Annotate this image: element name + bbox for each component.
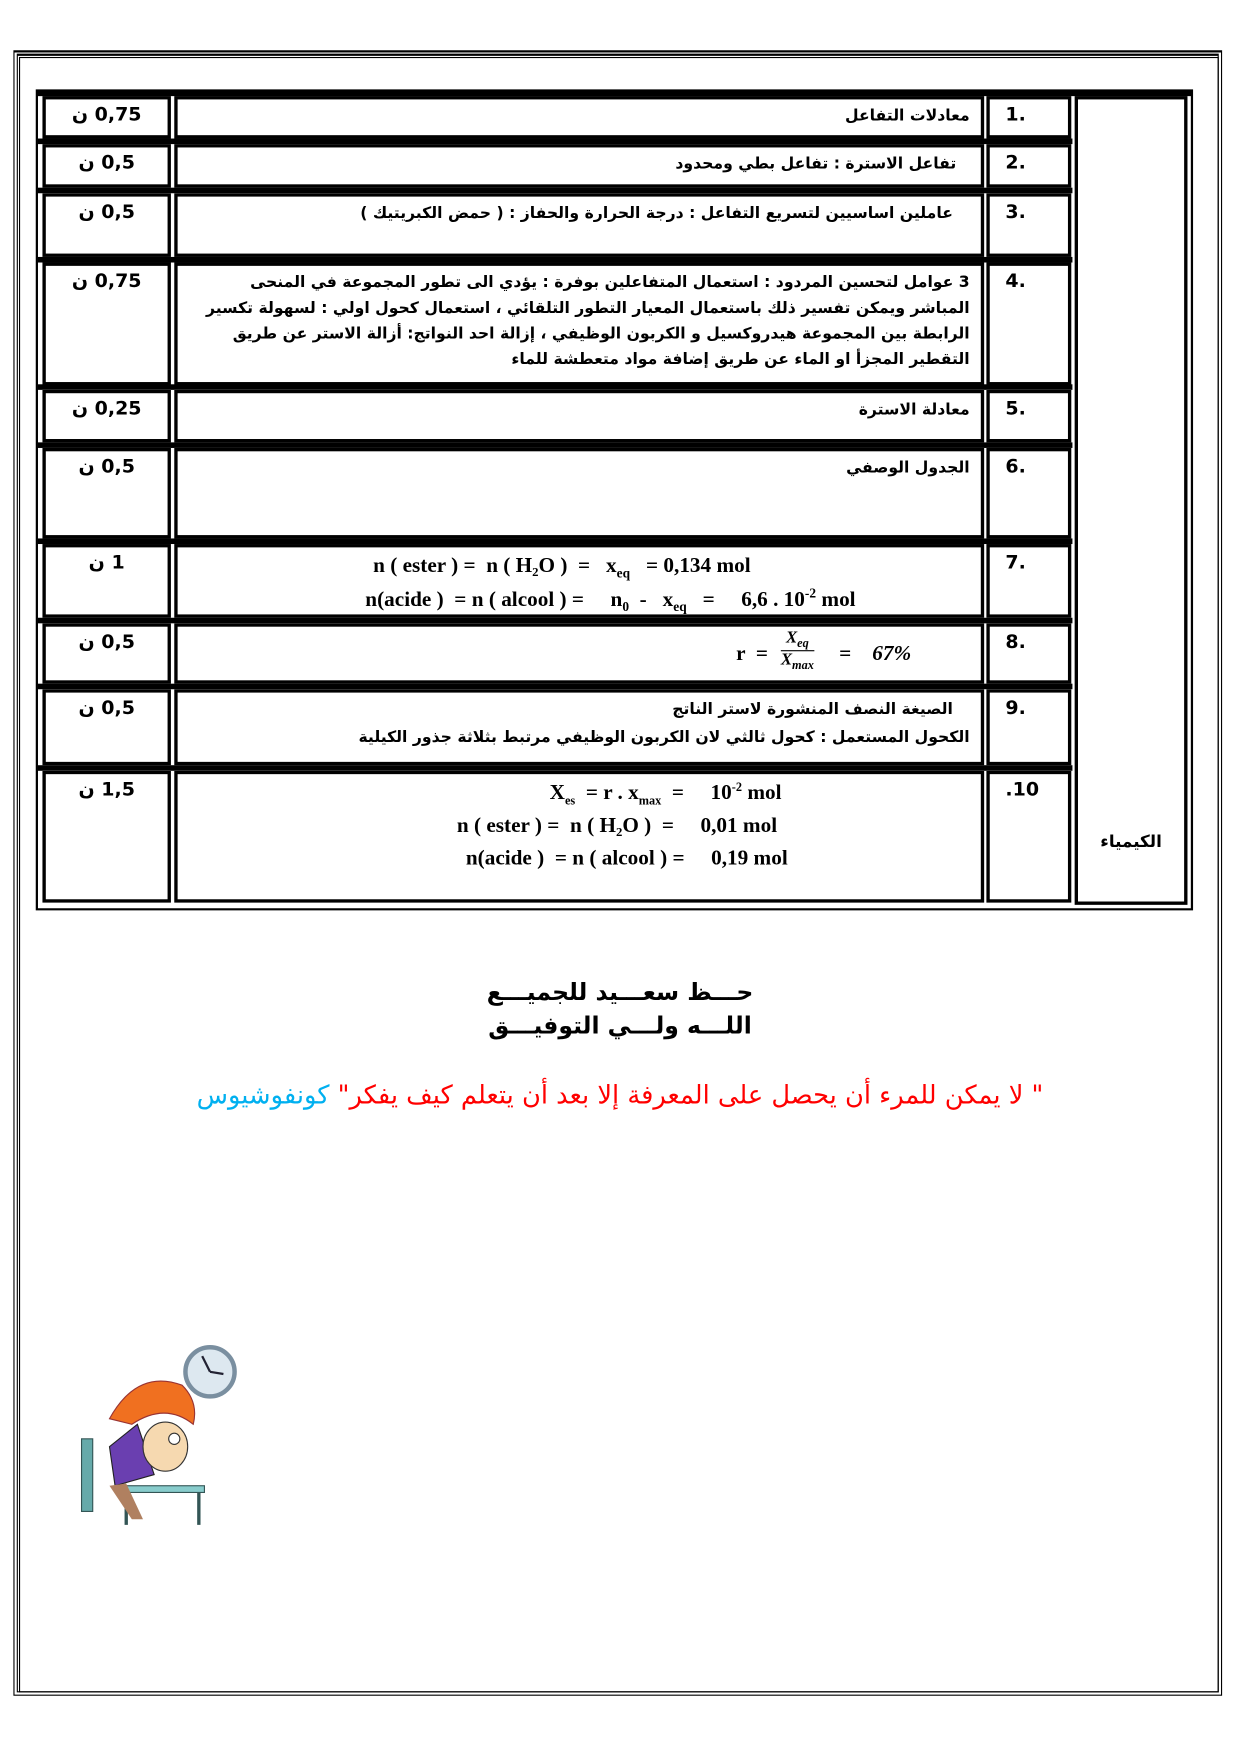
numerator [781,629,814,651]
score-cell [42,544,170,618]
question-number: 8. [1005,631,1026,654]
math-text: = r . x [575,781,639,805]
question-number: 6. [1005,455,1026,479]
question-number-cell [986,448,1071,538]
answer-cell [174,771,984,903]
question-number-cell [986,390,1071,443]
question-number: 9. [1005,697,1026,720]
fraction [781,629,814,673]
answer-line [550,781,782,808]
question-number: 3. [1005,201,1026,224]
score-cell [42,263,170,386]
answer-line [373,554,751,582]
answer-cell [174,448,984,538]
quote-author: كونفوشيوس [196,1081,330,1111]
score-value: 0,5 ن [78,151,135,175]
math-sup: -2 [804,585,817,601]
score-value: 0,5 ن [78,455,135,479]
answer-cell [174,193,984,257]
math-sub: max [792,659,814,673]
score-cell [42,689,170,765]
math-sup: -2 [731,780,743,795]
answer-cell [174,689,984,765]
quote [0,1081,1240,1110]
answer-text: معادلة الاسترة [858,401,970,419]
score-cell [42,623,170,683]
score-value: 0,5 ن [78,201,135,224]
answer-text: الصيغة النصف المنشورة لاستر الناتج [672,700,953,719]
score-cell [42,96,170,138]
answer-text: عاملين اساسيين لتسريع التفاعل : درجة الحرارة والحفاز : ( حمض الكبريتيك ) [360,204,953,223]
math-text: = 10 [661,781,732,805]
math-sub: eq [616,565,631,581]
question-number-cell [986,623,1071,683]
answer-cell [174,144,984,188]
answer-line: n(acide ) = n ( alcool ) = 0,19 mol [465,846,788,871]
question-number-cell [986,544,1071,618]
math-text: mol [816,587,856,612]
student-cartoon-image [76,1341,244,1531]
answer-text: 3 عوامل لتحسين المردود : استعمال المتفاعلين بوفرة : يؤدي الى تطور المجموعة في المنحى المباشر ويمكن تفسير ذلك باستعمال المعيار التطور التلقائي ، استعمال كحول اولي : لسهولة تكسير الرابطة بين المجموعة هيدروكسيل و الكربون الوظيفي ، إزالة احد النواتج: أزالة الاستر عن طريق التقطير المجزأ او الماء عن طريق إضافة مواد متعطشة للماء [206,273,970,369]
math-text: n(acide ) = n ( alcool ) = n [365,587,623,612]
math-text: X [785,628,798,647]
wish-line-1: حـــظ سعـــيد للجميـــع [486,978,754,1006]
score-value: 0,75 ن [71,103,142,127]
question-number: 7. [1005,551,1026,575]
math-sub: max [638,794,662,808]
math-text: = 6,6 . 10 [686,587,805,612]
quote-text: " لا يمكن للمرء أن يحصل على المعرفة إلا بعد أن يتعلم كيف يفكر" [337,1081,1044,1111]
score-cell [42,144,170,188]
score-value: 1,5 ن [78,778,135,801]
subject-cell [1075,96,1188,905]
math-text: mol [742,781,782,805]
math-text: n ( ester ) = n ( H₂O ) = x [373,554,617,578]
question-number: 4. [1005,270,1026,293]
score-value: 0,75 ن [71,270,142,293]
answer-cell [174,96,984,138]
wish-line-2: اللـــه ولـــي التوفيـــق [488,1012,752,1039]
score-value: 0,25 ن [71,397,142,421]
answer-cell [174,263,984,386]
answer-cell [174,544,984,618]
question-number: .10 [1005,778,1040,801]
score-cell [42,448,170,538]
answer-line: n ( ester ) = n ( H₂O ) = 0,01 mol [456,814,778,838]
answer-text: معادلات التفاعل [845,107,970,126]
answer-text: الكحول المستعمل : كحول ثالثي لان الكربون الوظيفي مرتبط بثلاثة جذور الكيلية [358,728,970,747]
score-value: 0,5 ن [78,697,135,720]
question-number-cell [986,193,1071,257]
question-number: 2. [1005,151,1026,175]
score-value: 0,5 ن [78,631,135,654]
question-number-cell [986,689,1071,765]
question-number-cell [986,144,1071,188]
subject-label: الكيمياء [1100,831,1162,852]
math-text: = 0,134 mol [630,554,751,578]
answer-text: تفاعل الاسترة : تفاعل بطي ومحدود [675,155,957,174]
question-number: 5. [1005,397,1026,421]
math-sub: eq [797,636,809,651]
math-sub: 0 [622,598,630,615]
math-sub: es [564,794,576,808]
score-value: 1 ن [88,551,125,575]
question-number-cell [986,96,1071,138]
math-text: - x [629,587,674,612]
answer-cell [174,623,984,683]
score-cell [42,193,170,257]
question-number: 1. [1005,103,1026,127]
denominator [781,651,814,672]
score-cell [42,771,170,903]
score-cell [42,390,170,443]
question-number-cell [986,771,1071,903]
answer-line [365,585,855,615]
math-text: X [780,651,793,670]
math-sub: eq [673,598,687,615]
math-text: X [549,781,565,805]
answer-cell [174,390,984,443]
ratio-label: r = [736,642,768,666]
ratio-result: = 67% [838,642,912,666]
question-number-cell [986,263,1071,386]
answer-text: الجدول الوصفي [846,459,970,478]
